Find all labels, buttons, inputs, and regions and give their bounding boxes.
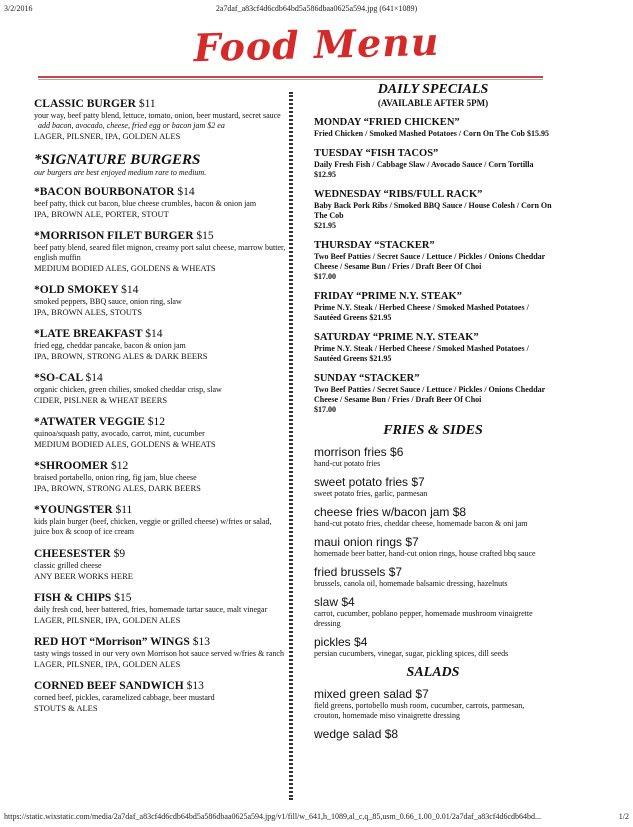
- item-description: organic chicken, green chilies, smoked cheddar crisp, slaw: [34, 385, 222, 394]
- special-name: SUNDAY “STACKER”: [314, 373, 420, 384]
- item-beer-pairing: IPA, BROWN, STRONG ALES & DARK BEERS: [34, 351, 208, 361]
- item-beer-pairing: ANY BEER WORKS HERE: [34, 571, 133, 581]
- item-title: [34, 284, 286, 297]
- item-beer-pairing: IPA, BROWN ALE, PORTER, STOUT: [34, 209, 169, 219]
- side-item: [314, 475, 552, 499]
- daily-special: [314, 372, 552, 415]
- print-url: https://static.wixstatic.com/media/2a7daf_a83cf4d6cdb64bd5a586dbaa0625a594.jpg/v1/fill/w_641,h_1089,al_c,q_85,usm_0.66_1.00_0.01/2a7daf_a83cf4d6cdb64bd...: [4, 812, 542, 821]
- item-price: $15: [196, 230, 214, 242]
- item-price: $12: [111, 460, 129, 472]
- item-name: *SO-CAL: [34, 372, 83, 384]
- sides-list: [314, 445, 552, 659]
- item-title: [34, 680, 286, 693]
- special-description: Two Beef Patties / Secret Sauce / Lettuce / Pickles / Onions Cheddar Cheese / Sesame Bun / Fries / Draft Beer Of Choi $17.00: [314, 385, 546, 414]
- side-description: sweet potato fries, garlic, parmesan: [314, 489, 428, 498]
- side-name: pickles $4: [314, 635, 368, 649]
- special-name: WEDNESDAY “RIBS/FULL RACK”: [314, 189, 483, 200]
- daily-special: [314, 290, 552, 323]
- item-description: braised portabello, onion ring, fig jam, blue cheese: [34, 473, 197, 482]
- special-name: TUESDAY “FISH TACOS”: [314, 148, 439, 159]
- menu-item: [34, 504, 286, 537]
- salads-heading: SALADS: [406, 665, 460, 680]
- daily-special: [314, 239, 552, 282]
- special-description: Two Beef Patties / Secret Sauce / Lettuce / Pickles / Onions Cheddar Cheese / Sesame Bun / Fries / Draft Beer Of Choi $17.00: [314, 252, 546, 281]
- item-name: *SHROOMER: [34, 460, 109, 472]
- item-price: $12: [147, 416, 165, 428]
- menu-title: Food Menu: [193, 18, 440, 71]
- item-description: your way, beef patty blend, lettuce, tomato, onion, beer mustard, secret sauce: [34, 111, 281, 120]
- item-title: [34, 372, 286, 385]
- side-name: cheese fries w/bacon jam $8: [314, 505, 467, 519]
- item-price: $14: [145, 328, 163, 340]
- item-description: smoked peppers, BBQ sauce, onion ring, slaw: [34, 297, 182, 306]
- print-footer: [4, 812, 629, 824]
- salad-name: wedge salad $8: [314, 727, 399, 741]
- daily-special: [314, 331, 552, 364]
- daily-special: [314, 147, 552, 180]
- item-description: beef patty blend, seared filet mignon, creamy port salut cheese, marrow butter, english muffin: [34, 243, 286, 262]
- side-item: [314, 635, 552, 659]
- menu-item: [34, 186, 286, 219]
- specials-list: [314, 116, 552, 415]
- menu-item: [34, 284, 286, 317]
- item-title: [34, 460, 286, 473]
- salad-name: mixed green salad $7: [314, 687, 429, 701]
- item-title: [34, 416, 286, 429]
- daily-specials-heading: DAILY SPECIALS: [377, 82, 489, 97]
- menu-item: [34, 636, 286, 669]
- item-beer-pairing: CIDER, PISLNER & WHEAT BEERS: [34, 395, 168, 405]
- item-description: kids plain burger (beef, chicken, veggie or grilled cheese) w/fries or salad, juice box & scoop of ice cream: [34, 517, 272, 536]
- salad-item: [314, 727, 552, 741]
- item-price: $14: [177, 186, 195, 198]
- side-description: persian cucumbers, vinegar, sugar, pickling spices, dill seeds: [314, 649, 509, 658]
- menu-item-list: [34, 186, 286, 713]
- special-name: MONDAY “FRIED CHICKEN”: [314, 117, 460, 128]
- title-underline: [38, 76, 543, 78]
- side-item: [314, 595, 552, 629]
- special-description: Fried Chicken / Smoked Mashed Potatoes / Corn On The Cob $15.95: [314, 129, 549, 138]
- item-beer-pairing: IPA, BROWN ALES, STOUTS: [34, 307, 142, 317]
- item-title: [34, 328, 286, 341]
- side-description: brussels, canola oil, homemade balsamic dressing, hazelnuts: [314, 579, 508, 588]
- item-description: quinoa/squash patty, avocado, carrot, mint, cucumber: [34, 429, 205, 438]
- menu-item: [34, 592, 286, 625]
- item-beer-pairing: LAGER, PILSNER, IPA, GOLDEN ALES: [34, 131, 181, 141]
- item-price: $11: [115, 504, 133, 516]
- special-name: THURSDAY “STACKER”: [314, 240, 435, 251]
- item-title: [34, 636, 286, 649]
- item-name: FISH & CHIPS: [34, 592, 112, 604]
- item-beer-pairing: IPA, BROWN, STRONG ALES, DARK BEERS: [34, 483, 201, 493]
- item-title: [34, 548, 286, 561]
- item-name: CLASSIC BURGER: [34, 98, 136, 110]
- special-description: Baby Back Pork Ribs / Smoked BBQ Sauce / House Colesh / Corn On The Cob $21.95: [314, 201, 552, 230]
- side-name: fried brussels $7: [314, 565, 403, 579]
- special-name: SATURDAY “PRIME N.Y. STEAK”: [314, 332, 479, 343]
- side-item: [314, 445, 552, 469]
- item-description: tasty wings tossed in our very own Morrison hot sauce served w/fries & ranch: [34, 649, 284, 658]
- fries-sides-heading: FRIES & SIDES: [383, 423, 483, 438]
- item-price: $11: [138, 98, 156, 110]
- item-name: *BACON BOURBONATOR: [34, 186, 175, 198]
- item-price: $13: [192, 636, 210, 648]
- item-name: RED HOT “Morrison” WINGS: [34, 636, 190, 648]
- item-name: *YOUNGSTER: [34, 504, 113, 516]
- item-name: *OLD SMOKEY: [34, 284, 119, 296]
- side-item: [314, 565, 552, 589]
- special-description: Daily Fresh Fish / Cabbage Slaw / Avocado Sauce / Corn Tortilla $12.95: [314, 160, 534, 179]
- item-name: CORNED BEEF SANDWICH: [34, 680, 184, 692]
- item-description: classic grilled cheese: [34, 561, 102, 570]
- item-beer-pairing: LAGER, PILSNER, IPA, GOLDEN ALES: [34, 659, 181, 669]
- item-title: [34, 230, 286, 243]
- menu-item: [34, 230, 286, 273]
- item-beer-pairing: LAGER, PILSNER, IPA, GOLDEN ALES: [34, 615, 181, 625]
- side-description: hand-cut potato fries: [314, 459, 381, 468]
- print-header: [4, 4, 629, 16]
- menu-item: [34, 680, 286, 713]
- item-beer-pairing: MEDIUM BODIED ALES, GOLDENS & WHEATS: [34, 263, 216, 273]
- item-beer-pairing: STOUTS & ALES: [34, 703, 98, 713]
- item-name: *MORRISON FILET BURGER: [34, 230, 194, 242]
- item-description: fried egg, cheddar pancake, bacon & onion jam: [34, 341, 186, 350]
- column-divider: [289, 92, 293, 800]
- daily-special: [314, 188, 552, 231]
- print-page-number: 1/2: [618, 812, 629, 821]
- side-description: homemade beer batter, hand-cut onion rings, house crafted bbq sauce: [314, 549, 536, 558]
- menu-item: [34, 372, 286, 405]
- item-name: *LATE BREAKFAST: [34, 328, 143, 340]
- item-price: $9: [113, 548, 126, 560]
- daily-special: [314, 116, 552, 139]
- item-title: [34, 504, 286, 517]
- print-date: 3/2/2016: [4, 4, 33, 13]
- item-name: CHEESESTER: [34, 548, 111, 560]
- salad-description: field greens, portobello mush room, cucumber, carrots, parmesan, crouton, homemade miso vinaigrette dressing: [314, 701, 525, 720]
- item-name: *ATWATER VEGGIE: [34, 416, 145, 428]
- salads-list: [314, 687, 552, 741]
- side-name: slaw $4: [314, 595, 355, 609]
- daily-specials-subtitle: (AVAILABLE AFTER 5PM): [377, 98, 489, 108]
- menu-item: [34, 548, 286, 581]
- item-title: [34, 186, 286, 199]
- signature-burgers-heading: *SIGNATURE BURGERS: [34, 152, 201, 168]
- title-underline-shadow: [38, 79, 543, 80]
- item-addon: add bacon, avocado, cheese, fried egg or bacon jam $2 ea: [38, 121, 225, 130]
- item-title: [34, 592, 286, 605]
- print-title: 2a7daf_a83cf4d6cdb64bd5a586dbaa0625a594.jpg (641×1089): [215, 4, 418, 13]
- left-column: [34, 98, 286, 724]
- right-column: [314, 82, 552, 804]
- item-description: daily fresh cod, beer battered, fries, homemade tartar sauce, malt vinegar: [34, 605, 268, 614]
- side-name: maui onion rings $7: [314, 535, 419, 549]
- salad-item: [314, 687, 552, 721]
- item-price: $13: [186, 680, 204, 692]
- item-price: $15: [114, 592, 132, 604]
- item-description: corned beef, pickles, caramelized cabbage, beer mustard: [34, 693, 215, 702]
- side-name: sweet potato fries $7: [314, 475, 425, 489]
- menu-item: [34, 328, 286, 361]
- side-description: carrot, cucumber, poblano pepper, homemade mushroom vinaigrette dressing: [314, 609, 533, 628]
- menu-item: [34, 460, 286, 493]
- side-name: morrison fries $6: [314, 445, 404, 459]
- item-price: $14: [85, 372, 103, 384]
- special-description: Prime N.Y. Steak / Herbed Cheese / Smoked Mashed Potatoes / Sautéed Greens $21.95: [314, 303, 529, 322]
- item-beer-pairing: MEDIUM BODIED ALES, GOLDENS & WHEATS: [34, 439, 216, 449]
- side-description: hand-cut potato fries, cheddar cheese, homemade bacon & oni jam: [314, 519, 528, 528]
- item-price: $14: [121, 284, 139, 296]
- menu-item-classic-burger: [34, 98, 286, 141]
- special-description: Prime N.Y. Steak / Herbed Cheese / Smoked Mashed Potatoes / Sautéed Greens $21.95: [314, 344, 529, 363]
- item-description: beef patty, thick cut bacon, blue cheese crumbles, bacon & onion jam: [34, 199, 257, 208]
- side-item: [314, 505, 552, 529]
- signature-burgers-subtitle: our burgers are best enjoyed medium rare to medium.: [34, 168, 207, 177]
- menu-item: [34, 416, 286, 449]
- side-item: [314, 535, 552, 559]
- special-name: FRIDAY “PRIME N.Y. STEAK”: [314, 291, 462, 302]
